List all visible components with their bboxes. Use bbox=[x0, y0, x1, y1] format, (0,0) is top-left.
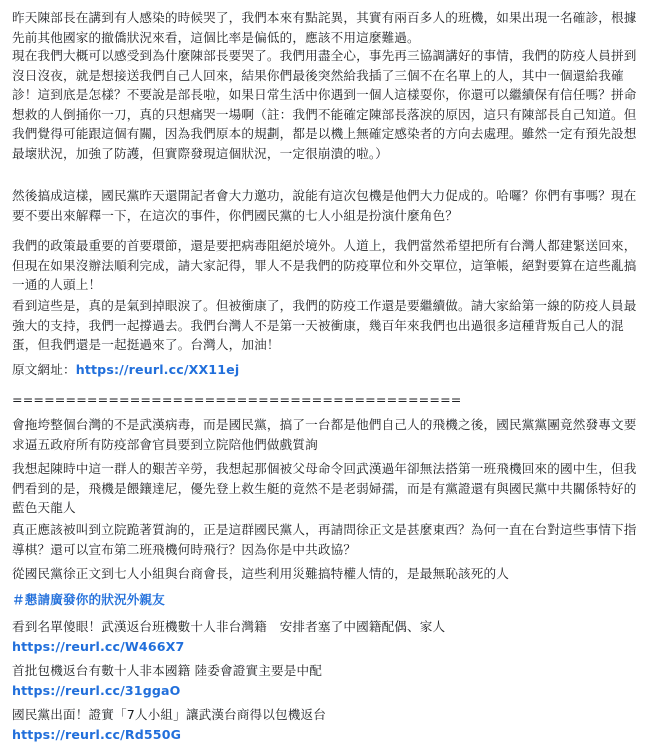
paragraph-4: 我們的政策最重要的首要環節，還是要把病毒阻絕於境外。人道上，我們當然希望把所有台灣人都建緊送回來，但現在如果沒辦法順利完成，請大家記得，罪人不是我們的防疫單位和外交單位，這筆帳，絕對要算在這些亂搞一通的人頭上！ bbox=[12, 238, 637, 292]
news-link[interactable]: https://reurl.cc/31ggaO bbox=[12, 682, 181, 698]
news-title: 看到名單傻眼！武漢返台班機數十人非台灣籍 安排者塞了中國籍配偶、家人 bbox=[12, 619, 446, 634]
news-item bbox=[12, 661, 648, 700]
paragraph-9: 真正應該被叫到立院跪著質詢的，正是這群國民黨人，再請問徐正文是甚麼東西？為何一直在台對這些事情下指導棋？還可以宣布第二班飛機何時飛行？因為你是中共政協？ bbox=[12, 522, 637, 557]
news-title: 國民黨出面！證實「7人小組」讓武漢台商得以包機返台 bbox=[12, 707, 327, 722]
paragraph-2: 現在我們大概可以感受到為什麼陳部長要哭了。我們用盡全心，事先再三協調講好的事情，我們的防疫人員拼到沒日沒夜，就是想接送我們自己人回來，結果你們最後突然給我插了三個不在名單上的人，其中一個還給我確診！這到底是怎樣？不要說是部長啦，如果日常生活中你遇到一個人這樣耍你，你還可以繼續保有信任嗎？拼命想救的人倒捅你一刀，真的只想痛哭一場啊（註：我們不能確定陳部長落淚的原因，這只有陳部長自己知道。但我們覺得可能跟這個有關，因為我們原本的規劃，都是以機上無確定感染者的方向去處理。雖然一定有預先設想最壞狀況，加強了防護，但實際發現這個狀況，一定很崩潰的啦。） bbox=[12, 48, 637, 161]
hashtag-line bbox=[12, 590, 648, 610]
paragraph-3: 然後搞成這樣，國民黨昨天還開記者會大力邀功，說能有這次包機是他們大力促成的。哈囉？你們有事嗎？現在要不要出來解釋一下，在這次的事件，你們國民黨的七人小組是扮演什麼角色？ bbox=[12, 188, 637, 223]
news-item bbox=[12, 705, 648, 744]
news-title: 首批包機返台有數十人非本國籍 陸委會證實主要是中配 bbox=[12, 663, 323, 678]
paragraph-5: 看到這些是，真的是氣到掉眼淚了。但被衝康了，我們的防疫工作還是要繼續做。請大家給第一線的防疫人員最強大的支持，我們一起撐過去。我們台灣人不是第一天被衝康，幾百年來我們也出過很多這種背叛自己人的混蛋，但我們還是一起挺過來了。台灣人，加油！ bbox=[12, 298, 637, 352]
hashtag-link[interactable]: ＃懇請廣發你的狀況外親友 bbox=[12, 592, 165, 607]
news-link[interactable]: https://reurl.cc/Rd550G bbox=[12, 726, 182, 742]
paragraph-8: 我想起陳時中這一群人的艱苦辛勞，我想起那個被父母命令回武漢過年卻無法搭第一班飛機回來的國中生，但我們看到的是，飛機是餵鑲達尼，優先登上救生艇的竟然不是老弱婦孺，而是有黨證還有與國民黨中共關係特好的藍色天龍人 bbox=[12, 461, 637, 515]
source-label: 原文網址： bbox=[12, 362, 76, 377]
separator-line: ========================================== bbox=[12, 392, 462, 407]
source-line bbox=[12, 360, 648, 380]
paragraph-1: 昨天陳部長在講到有人感染的時候哭了，我們本來有點詫異，其實有兩百多人的班機，如果出現一名確診，根據先前其他國家的撤僑狀況來看，這個比率是偏低的，應該不用這麼難過。 bbox=[12, 10, 637, 45]
news-link[interactable]: https://reurl.cc/W466X7 bbox=[12, 638, 185, 654]
paragraph-7: 會拖垮整個台灣的不是武漢病毒，而是國民黨，搞了一台都是他們自己人的飛機之後，國民黨黨團竟然發專文要求逼五政府所有防疫部會官員要到立院陪他們做戲質詢 bbox=[12, 417, 637, 452]
news-item bbox=[12, 617, 648, 656]
source-link[interactable]: https://reurl.cc/XX11ej bbox=[75, 362, 240, 377]
paragraph-10: 從國民黨徐正文到七人小組與台商會長，這些利用災難搞特權人情的，是最無恥該死的人 bbox=[12, 566, 510, 581]
